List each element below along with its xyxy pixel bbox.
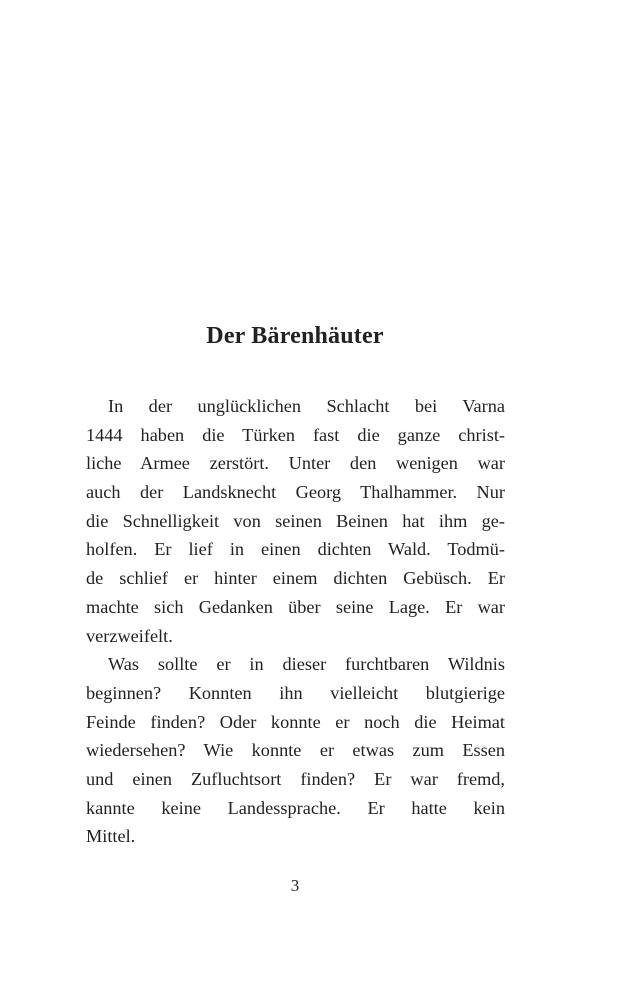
text-line: Was sollte er in dieser furchtbaren Wildnis [108, 654, 505, 675]
text-line: liche Armee zerstört. Unter den wenigen war [86, 453, 505, 474]
text-line: In der unglücklichen Schlacht bei Varna [108, 396, 505, 416]
text-line: Feinde finden? Oder konnte er noch die Heimat [86, 711, 505, 732]
text-line: wiedersehen? Wie konnte er etwas zum Essen [86, 740, 505, 761]
body-text [86, 392, 505, 851]
text-line: auch der Landsknecht Georg Thalhammer. Nur [86, 482, 505, 503]
chapter-title: Der Bärenhäuter [206, 323, 384, 349]
text-line: beginnen? Konnten ihn vielleicht blutgierige [86, 682, 505, 703]
text-line: machte sich Gedanken über seine Lage. Er war [86, 596, 505, 617]
paragraph [86, 392, 505, 650]
text-line: 1444 haben die Türken fast die ganze christ- [86, 424, 505, 445]
text-line: verzweifelt. [86, 625, 173, 646]
text-line: Mittel. [86, 826, 136, 847]
page-number: 3 [290, 876, 300, 895]
text-line: und einen Zufluchtsort finden? Er war fremd, [86, 768, 505, 789]
paragraph [86, 650, 505, 851]
text-line: die Schnelligkeit von seinen Beinen hat ihm ge- [86, 510, 505, 531]
text-line: kannte keine Landessprache. Er hatte kein [86, 797, 505, 818]
text-line: holfen. Er lief in einen dichten Wald. Todmü- [86, 539, 505, 560]
text-line: de schlief er hinter einem dichten Gebüsch. Er [86, 568, 505, 589]
